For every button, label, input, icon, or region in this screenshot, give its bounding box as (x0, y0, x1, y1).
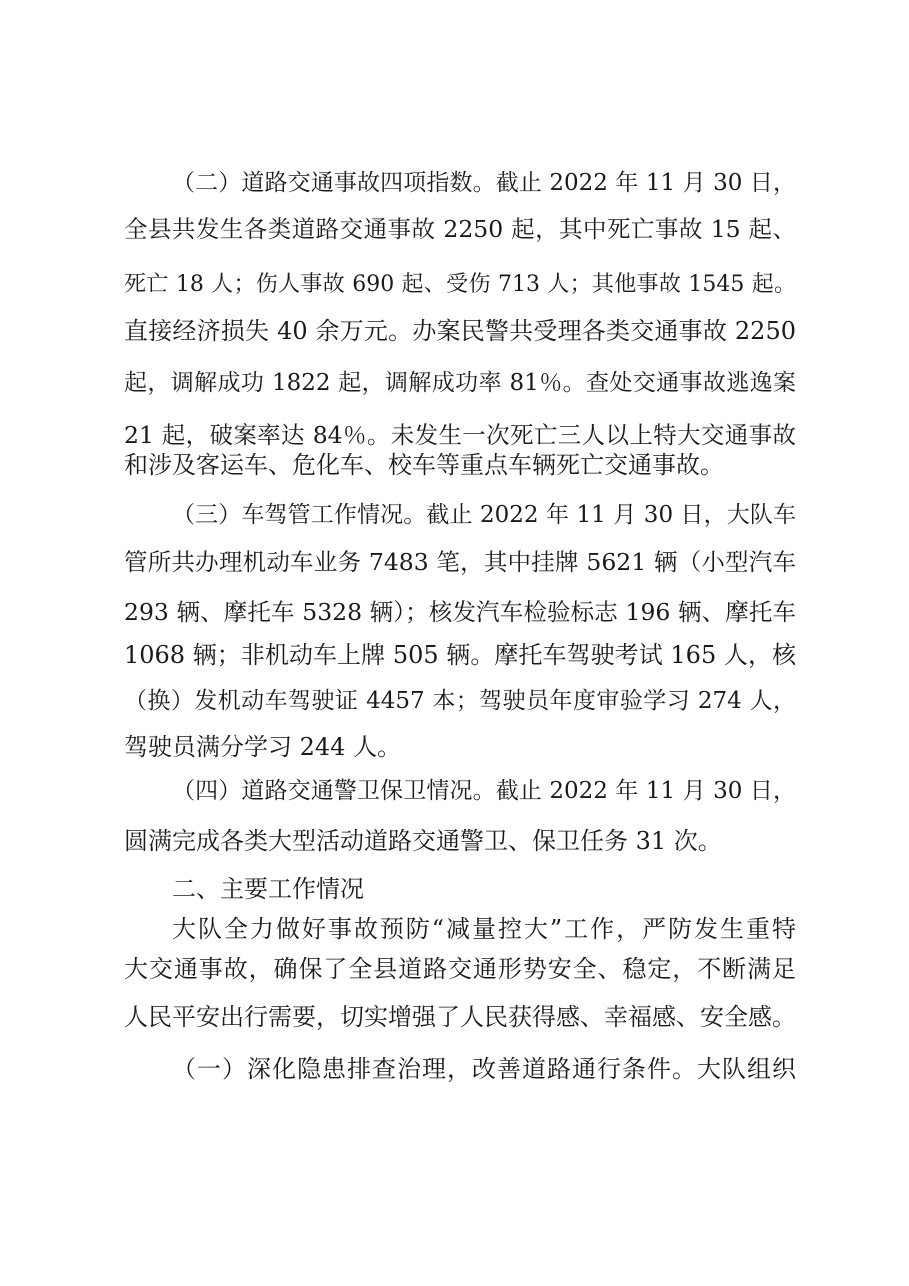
text-line: 全县共发生各类道路交通事故 2250 起，其中死亡事故 15 起、 (124, 215, 796, 243)
text-line: 直接经济损失 40 余万元。办案民警共受理各类交通事故 2250 (124, 317, 796, 345)
text-line: 1068 辆；非机动车上牌 505 辆。摩托车驾驶考试 165 人，核 (124, 641, 796, 669)
text-line: （三）车驾管工作情况。截止 2022 年 11 月 30 日，大队车 (172, 502, 796, 528)
text-line: 大交通事故，确保了全县道路交通形势安全、稳定，不断满足 (124, 955, 796, 983)
text-line: 驾驶员满分学习 244 人。 (124, 733, 402, 761)
text-line: （二）道路交通事故四项指数。截止 2022 年 11 月 30 日， (172, 170, 796, 196)
text-line: （一）深化隐患排查治理，改善道路通行条件。大队组织 (172, 1055, 796, 1083)
text-line: 管所共办理机动车业务 7483 笔，其中挂牌 5621 辆（小型汽车 (124, 548, 796, 576)
text-line: 死亡 18 人；伤人事故 690 起、受伤 713 人；其他事故 1545 起。 (124, 272, 796, 297)
text-line: 圆满完成各类大型活动道路交通警卫、保卫任务 31 次。 (124, 827, 722, 855)
text-line: 21 起，破案率达 84％。未发生一次死亡三人以上特大交通事故 (124, 421, 796, 449)
section-heading: 二、主要工作情况 (172, 875, 364, 903)
text-line: 人民平安出行需要，切实增强了人民获得感、幸福感、安全感。 (124, 1003, 796, 1031)
text-line: （换）发机动车驾驶证 4457 本；驾驶员年度审验学习 274 人， (124, 688, 796, 714)
text-line: 起，调解成功 1822 起，调解成功率 81％。查处交通事故逃逸案 (124, 370, 796, 396)
text-line: 和涉及客运车、危化车、校车等重点车辆死亡交通事故。 (124, 451, 724, 479)
text-line: （四）道路交通警卫保卫情况。截止 2022 年 11 月 30 日， (172, 778, 796, 804)
text-line: 293 辆、摩托车 5328 辆）；核发汽车检验标志 196 辆、摩托车 (124, 598, 796, 626)
text-line: 大队全力做好事故预防“减量控大”工作，严防发生重特 (172, 915, 796, 943)
